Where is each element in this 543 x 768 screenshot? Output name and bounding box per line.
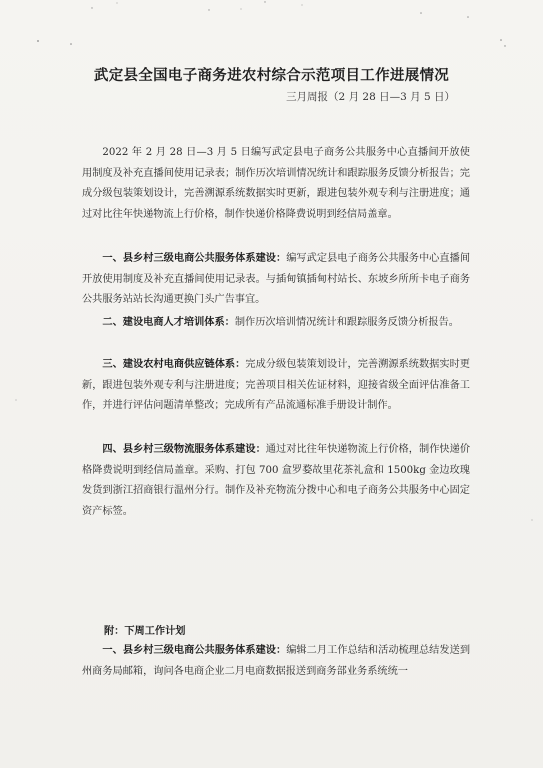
next-week-heading: 一、县乡村三级电商公共服务体系建设： (102, 644, 287, 656)
document-title: 武定县全国电子商务进农村综合示范项目工作进展情况 (93, 67, 450, 84)
section-3-heading: 三、建设农村电商供应链体系： (102, 358, 246, 370)
section-3-body: 完成分级包装策划设计，完善溯源系统数据实时更新，跟进包装外观专利与注册进度；完善项目相关佐证材料，迎接省级全面评估准备工作，并进行评估问题清单整改；完成所有产品流通标准手册设计制作。 (82, 359, 470, 412)
section-2-body: 制作历次培训情况统计和跟踪服务反馈分析报告。 (234, 317, 459, 328)
section-1-paragraph (82, 248, 470, 311)
section-2-heading: 二、建设电商人才培训体系： (102, 316, 235, 328)
appendix-label: 附：下周工作计划 (104, 625, 186, 637)
section-2-paragraph (82, 312, 470, 334)
next-week-paragraph (82, 640, 470, 682)
section-3-paragraph (82, 354, 470, 417)
document-subtitle: 三月周报（2 月 28 日—3 月 5 日） (286, 91, 455, 103)
section-1-body: 编写武定县电子商务公共服务中心直播间开放使用制度及补充直播间使用记录表。与插甸镇插甸村站长、东坡乡所所卡电子商务公共服务站站长沟通更换门头广告事宜。 (82, 253, 471, 306)
section-4-heading: 四、县乡村三级物流服务体系建设： (102, 443, 266, 455)
section-1-heading: 一、县乡村三级电商公共服务体系建设： (102, 252, 287, 264)
section-4-body: 通过对比往年快递物流上行价格，制作快递价格降费说明到经信局盖章。采购、打包 700 盒罗婺故里花茶礼盒和 1500kg 金边玫瑰发货到浙江招商银行温州分行。制作及补充物流分拨中心和电子商务公共服务中心固定资产标签。 (82, 444, 471, 517)
next-week-body: 编辑二月工作总结和活动梳理总结发送到州商务局邮箱，询问各电商企业二月电商数据报送到商务部业务系统统一 (82, 645, 471, 677)
section-4-paragraph (82, 439, 470, 522)
intro-paragraph: 2022 年 2 月 28 日—3 月 5 日编写武定县电子商务公共服务中心直播间开放使用制度及补充直播间使用记录表；制作历次培训情况统计和跟踪服务反馈分析报告；完成分级包装策划设计，完善溯源系统数据实时更新，跟进包装外观专利与注册进度；通过对比往年快递物流上行价格，制作快递价格降费说明到经信局盖章。 (82, 147, 470, 220)
